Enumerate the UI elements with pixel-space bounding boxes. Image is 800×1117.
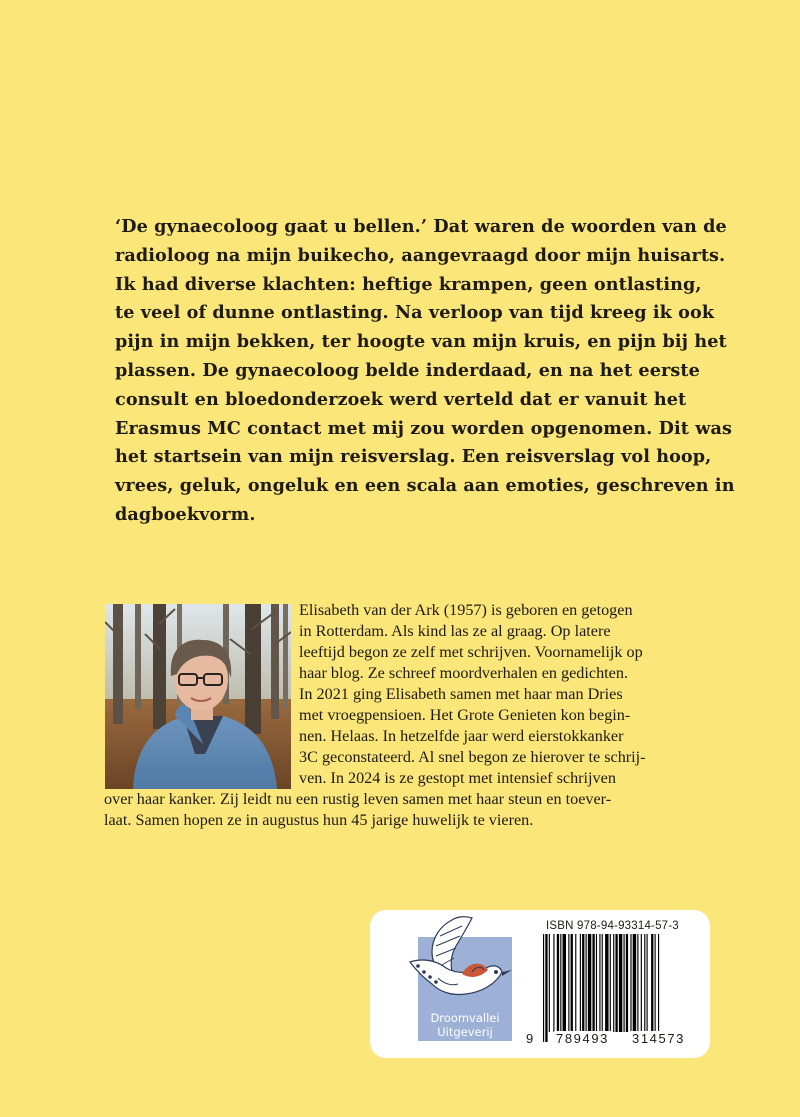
- bio-line: leeftijd begon ze zelf met schrijven. Voornamelijk op: [299, 643, 643, 661]
- bio-line: ven. In 2024 is ze gestopt met intensief schrijven: [299, 769, 616, 787]
- publisher-logo: [392, 912, 522, 1047]
- barcode-bar: [644, 934, 645, 1032]
- blurb-line: Erasmus MC contact met mij zou worden opgenomen. Dit was: [115, 417, 732, 439]
- blurb-line: het startsein van mijn reisverslag. Een reisverslag vol hoop,: [115, 446, 712, 468]
- barcode-bar: [658, 934, 659, 1042]
- publisher-name-line2: Uitgeverij: [437, 1025, 493, 1039]
- barcode-bar: [596, 934, 597, 1032]
- barcode-bar: [580, 934, 581, 1032]
- blurb-line: dagboekvorm.: [115, 503, 256, 525]
- bio-line: nen. Helaas. In hetzelfde jaar werd eierstokkanker: [299, 727, 624, 745]
- barcode-left-digits: 789493: [556, 1031, 609, 1046]
- barcode-bar: [545, 934, 547, 1042]
- barcode-bar: [615, 934, 617, 1032]
- bio-line: Elisabeth van der Ark (1957) is geboren en getogen: [299, 601, 633, 619]
- barcode-bar: [602, 934, 603, 1042]
- blurb-line: pijn in mijn bekken, ter hoogte van mijn kruis, en pijn bij het: [115, 331, 727, 353]
- barcode-bar: [599, 934, 600, 1042]
- blurb-line: te veel of dunne ontlasting. Na verloop van tijd kreeg ik ook: [115, 302, 715, 324]
- bio-line: in Rotterdam. Als kind las ze al graag. Op latere: [299, 622, 611, 640]
- barcode-bar: [626, 934, 628, 1032]
- barcode-bar: [633, 934, 636, 1032]
- barcode-bar: [575, 934, 576, 1032]
- barcode-bar: [651, 934, 653, 1032]
- barcode-bar: [610, 934, 611, 1032]
- barcode-bar: [619, 934, 622, 1032]
- blurb-line: consult en bloedonderzoek werd verteld dat er vanuit het: [115, 388, 687, 410]
- bio-line: over haar kanker. Zij leidt nu een rustig leven samen met haar steun en toever-: [104, 790, 612, 808]
- back-cover-blurb: [115, 213, 745, 530]
- barcode-bar: [655, 934, 656, 1032]
- barcode-bar: [571, 934, 573, 1032]
- barcode-bar: [624, 934, 625, 1032]
- bio-line: 3C geconstateerd. Al snel begon ze hierover te schrij-: [299, 748, 646, 766]
- barcode-bar: [568, 934, 569, 1032]
- blurb-line: vrees, geluk, ongeluk en een scala aan emoties, geschreven in: [115, 475, 735, 497]
- bio-line: met vroegpensioen. Het Grote Genieten kon begin-: [299, 706, 631, 724]
- blurb-line: ‘De gynaecoloog gaat u bellen.’ Dat waren de woorden van de: [115, 216, 727, 237]
- barcode-bar: [605, 934, 608, 1032]
- blurb-line: radioloog na mijn buikecho, aangevraagd door mijn huisarts.: [115, 244, 726, 266]
- blurb-line: plassen. De gynaecoloog belde inderdaad, en na het eerste: [115, 359, 700, 381]
- barcode-bar: [586, 934, 587, 1032]
- barcode-bar: [613, 934, 614, 1032]
- barcode-bar: [557, 934, 559, 1032]
- barcode-bar: [592, 934, 594, 1032]
- bio-line: In 2021 ging Elisabeth samen met haar man Dries: [299, 685, 623, 703]
- publisher-name-line1: Droomvallei: [430, 1011, 500, 1025]
- barcode-bar: [647, 934, 648, 1032]
- blurb-line: Ik had diverse klachten: heftige krampen, geen ontlasting,: [115, 273, 702, 295]
- barcode-bar: [563, 934, 566, 1032]
- barcode-bar: [543, 934, 544, 1042]
- barcode-bar: [560, 934, 561, 1032]
- author-photo: [105, 604, 291, 789]
- barcode-first-digit: 9: [526, 1031, 534, 1046]
- barcode-bar: [588, 934, 591, 1032]
- barcode-bar: [630, 934, 631, 1032]
- bird-icon: [392, 912, 522, 1012]
- barcode-bar: [549, 934, 550, 1032]
- barcode-bar: [637, 934, 638, 1032]
- isbn-label: ISBN 978-94-93314-57-3: [546, 920, 679, 932]
- bio-line: haar blog. Ze schreef moordverhalen en gedichten.: [299, 664, 628, 682]
- barcode-bar: [582, 934, 584, 1032]
- barcode-bar: [553, 934, 554, 1032]
- barcode-bar: [641, 934, 642, 1032]
- bio-line: laat. Samen hopen ze in augustus hun 45 jarige huwelijk te vieren.: [104, 811, 534, 829]
- barcode-right-digits: 314573: [632, 1031, 685, 1046]
